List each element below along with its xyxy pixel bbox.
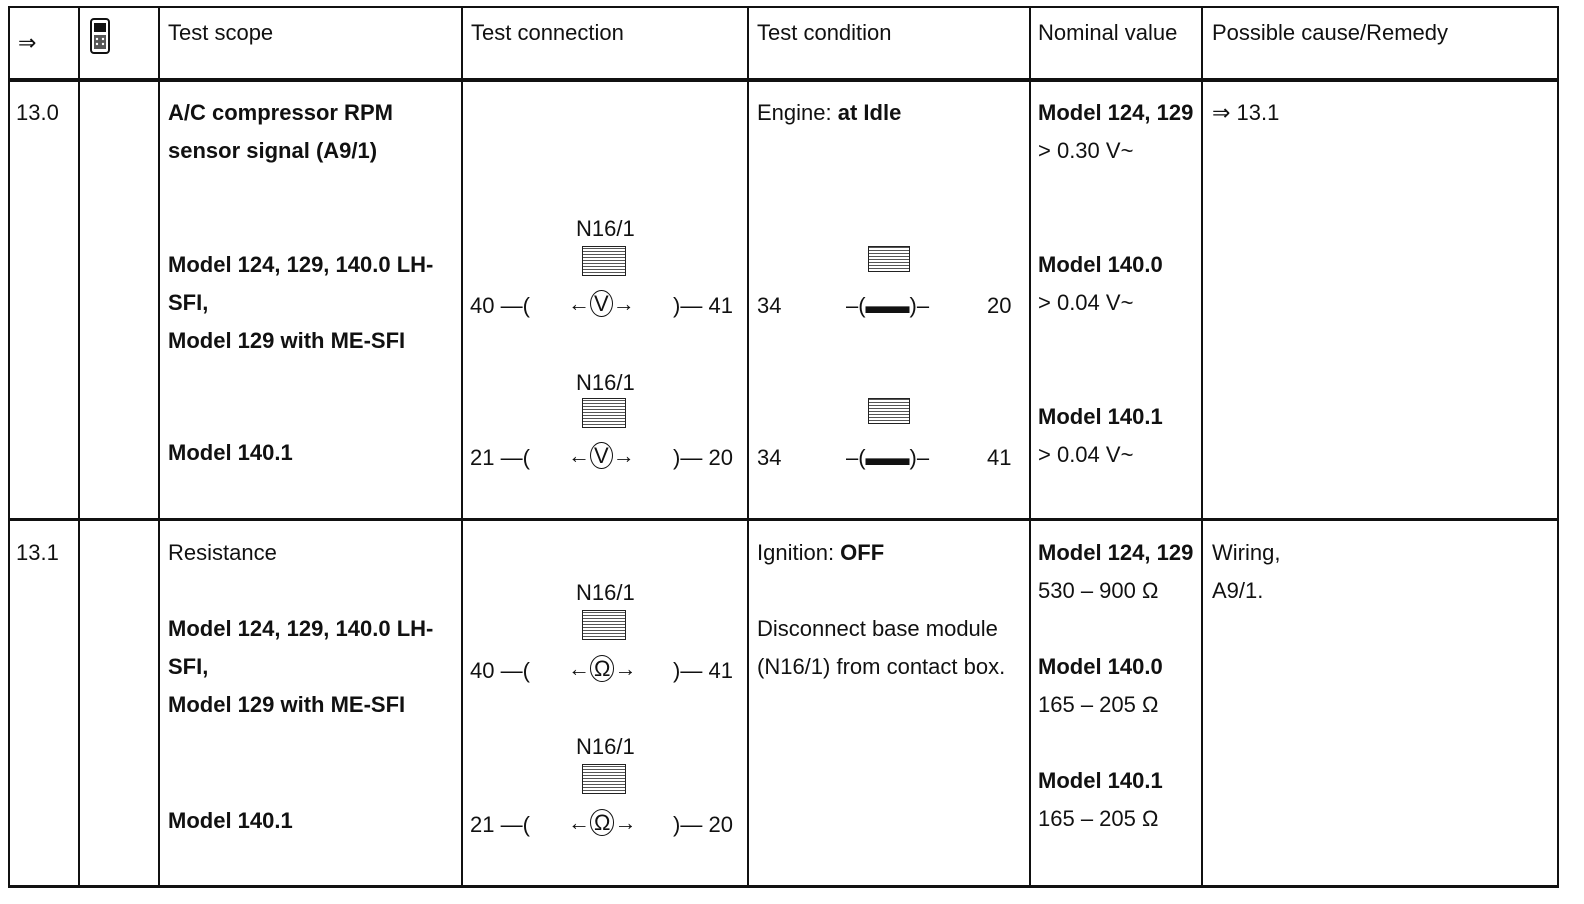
module-label: N16/1 — [576, 370, 635, 395]
jumper-icon: –(▬▬)– — [846, 293, 930, 318]
condition-text: Ignition: OFF — [757, 540, 885, 565]
scope-model: Model 140.1 — [168, 808, 293, 833]
header-test-condition: Test condition — [757, 20, 892, 45]
nominal-value: 165 – 205 Ω — [1038, 806, 1159, 831]
scope-title: Resistance — [168, 540, 277, 565]
remedy-link[interactable]: ⇒ 13.1 — [1212, 100, 1280, 125]
header-test-connection: Test connection — [471, 20, 624, 45]
module-label: N16/1 — [576, 216, 635, 241]
pin-right: 41 — [987, 445, 1012, 470]
module-icon — [868, 246, 910, 272]
module-icon — [582, 398, 626, 428]
scope-model: Model 124, 129, 140.0 LH- — [168, 252, 434, 277]
scope-title: sensor signal (A9/1) — [168, 138, 378, 163]
header-divider — [8, 78, 1559, 82]
scope-model: Model 129 with ME-SFI — [168, 692, 406, 717]
nominal-value: > 0.04 V~ — [1038, 442, 1134, 467]
remedy-text: Wiring, — [1212, 540, 1281, 565]
scope-model: SFI, — [168, 290, 209, 315]
step-number: 13.1 — [16, 540, 59, 565]
condition-note: (N16/1) from contact box. — [757, 654, 1006, 679]
pin-right: )— 41 — [673, 658, 733, 683]
scope-model: Model 129 with ME-SFI — [168, 328, 406, 353]
nominal-model: Model 140.1 — [1038, 404, 1163, 429]
ohmmeter-icon: ← Ω → — [568, 656, 637, 681]
scope-model: Model 124, 129, 140.0 LH- — [168, 616, 434, 641]
col-divider — [1029, 6, 1031, 888]
test-table — [8, 6, 1559, 888]
col-divider — [158, 6, 160, 888]
module-icon — [582, 764, 626, 794]
col-divider — [78, 6, 80, 888]
module-icon — [582, 246, 626, 276]
nominal-model: Model 124, 129 — [1038, 100, 1194, 125]
row-divider — [8, 518, 1559, 521]
nominal-value: > 0.30 V~ — [1038, 138, 1134, 163]
table-border-bottom — [8, 885, 1559, 888]
condition-text: Engine: at Idle — [757, 100, 902, 125]
nominal-model: Model 140.1 — [1038, 768, 1163, 793]
nominal-model: Model 140.0 — [1038, 252, 1163, 277]
nominal-model: Model 124, 129 — [1038, 540, 1194, 565]
header-test-scope: Test scope — [168, 20, 274, 45]
col-divider — [1557, 6, 1559, 888]
remedy-text: A9/1. — [1212, 578, 1264, 603]
col-divider — [461, 6, 463, 888]
nominal-value: 165 – 205 Ω — [1038, 692, 1159, 717]
pin-right: )— 41 — [673, 293, 733, 318]
step-number: 13.0 — [16, 100, 59, 125]
col-divider — [747, 6, 749, 888]
col-divider — [8, 6, 10, 888]
pin-left: 21 —( — [470, 445, 530, 470]
nominal-value: 530 – 900 Ω — [1038, 578, 1159, 603]
tester-device-icon — [89, 18, 111, 59]
nominal-value: > 0.04 V~ — [1038, 290, 1134, 315]
scope-title: A/C compressor RPM — [168, 100, 393, 125]
pin-left: 40 —( — [470, 293, 530, 318]
pin-left: 34 — [757, 445, 782, 470]
scope-model: Model 140.1 — [168, 440, 293, 465]
header-arrow: ⇒ — [18, 30, 37, 55]
header-possible-cause: Possible cause/Remedy — [1212, 20, 1449, 45]
voltmeter-icon: ← V → — [568, 443, 635, 468]
table-border-top — [8, 6, 1559, 8]
jumper-icon: –(▬▬)– — [846, 445, 930, 470]
nominal-model: Model 140.0 — [1038, 654, 1163, 679]
voltmeter-icon: ← V → — [568, 291, 635, 316]
condition-note: Disconnect base module — [757, 616, 998, 641]
module-label: N16/1 — [576, 580, 635, 605]
scope-model: SFI, — [168, 654, 209, 679]
header-nominal-value: Nominal value — [1038, 20, 1178, 45]
pin-right: )— 20 — [673, 812, 733, 837]
module-label: N16/1 — [576, 734, 635, 759]
pin-left: 21 —( — [470, 812, 530, 837]
pin-right: )— 20 — [673, 445, 733, 470]
module-icon — [582, 610, 626, 640]
pin-left: 34 — [757, 293, 782, 318]
col-divider — [1201, 6, 1203, 888]
module-icon — [868, 398, 910, 424]
pin-right: 20 — [987, 293, 1012, 318]
pin-left: 40 —( — [470, 658, 530, 683]
ohmmeter-icon: ← Ω → — [568, 810, 637, 835]
